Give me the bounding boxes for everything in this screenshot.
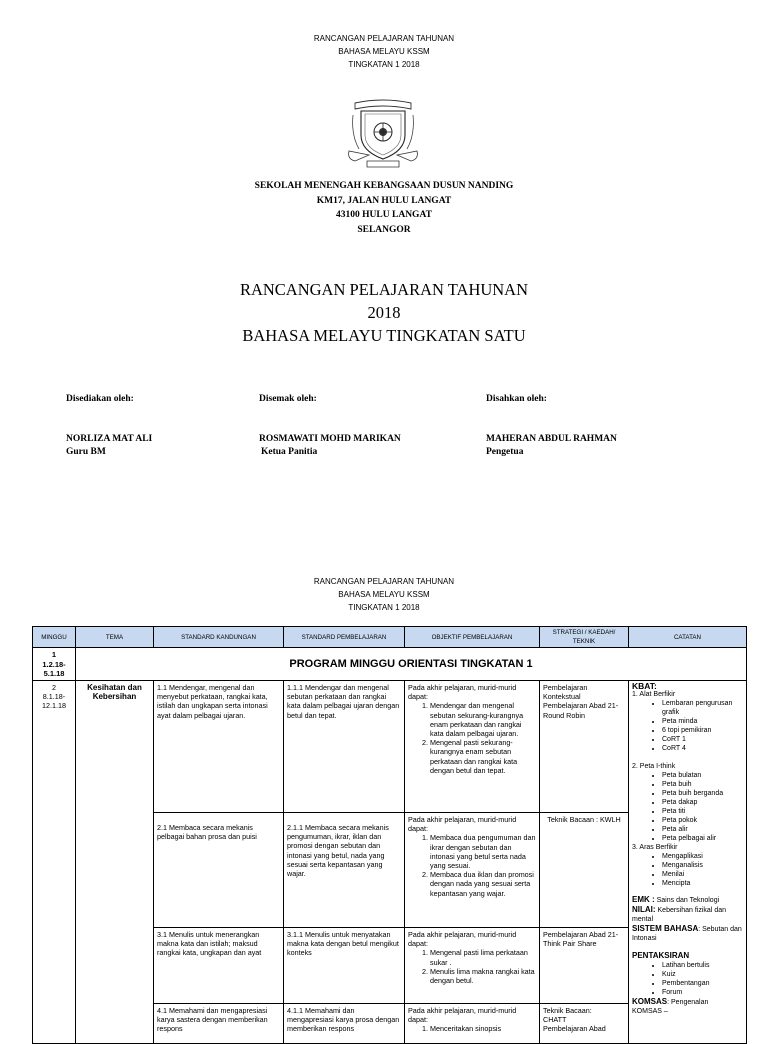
catatan-cell [629,681,747,1044]
week-number: 2 [52,683,56,693]
column-header-tema: TEMA [76,627,154,648]
komsas-label: KOMSAS [632,997,668,1007]
objektif-cell [405,928,540,1004]
peta-item: • Peta buih [662,780,743,789]
kbat-label: KBAT: [632,681,657,692]
table-row-week1 [33,648,747,681]
standard-kandungan-cell: 1.1 Mendengar, mengenal dan menyebut perkataan, rangkai kata, istilah dan ungkapan serta intonasi ayat dalam pelbagai ujaran. [154,681,284,813]
pent-item: • Pembentangan [662,979,743,988]
aras-label: 3. Aras Berfikir [632,844,678,852]
emk-label: EMK : [632,895,655,905]
signatory-name: ROSMAWATI MOHD MARIKAN [259,434,401,444]
peta-item: • Peta buih berganda [662,789,743,798]
peta-item: • Peta titi [662,807,743,816]
peta-item: • Peta alir [662,825,743,834]
objektif-list [408,701,536,775]
table-header-block [0,575,768,614]
week-number: 1 [51,650,57,660]
nilai-text: Kebersihan fizikal dan mental [632,907,726,924]
week-dates: 8.1.18- 12.1.18 [42,692,66,711]
alat-item: • Peta minda [662,717,743,726]
komsas-text: : Pengenalan [667,999,709,1007]
alat-label: 1. Alat Berfikir [632,691,676,699]
alat-item: • CoRT 4 [662,744,743,753]
signatory-approved [486,393,617,459]
header2-line1: RANCANGAN PELAJARAN TAHUNAN [313,577,455,586]
signatory-title: Ketua Panitia [261,447,318,457]
column-header-catatan: CATATAN [629,627,747,648]
column-header-objektif: OBJEKTIF PEMBELAJARAN [405,627,540,648]
objektif-cell [405,681,540,813]
lesson-plan-table [32,626,747,1044]
signatory-title: Guru BM [66,447,106,457]
aras-item: • Mengaplikasi [662,852,743,861]
school-street: KM17, JALAN HULU LANGAT [316,195,452,206]
standard-kandungan-cell: 2.1 Membaca secara mekanis pelbagai bahan prosa dan puisi [154,813,284,928]
column-header-minggu: MINGGU [33,627,76,648]
table-row [33,681,747,813]
standard-pembelajaran-cell: 4.1.1 Memahami dan mengapresiasi karya prosa dengan memberikan respons [284,1004,405,1044]
objektif-item: 2. Menulis lima makna rangkai kata dengan betul. [430,967,536,985]
school-crest-logo [345,95,421,171]
week-dates: 1.2.18- 5.1.18 [42,659,66,678]
objektif-intro: Pada akhir pelajaran, murid-murid dapat: [408,683,517,702]
strategi-cell: Pembelajaran Kontekstual Pembelajaran Abad 21- Round Robin [540,681,629,813]
peta-item: • Peta dakap [662,798,743,807]
objektif-item: 1. Mendengar dan mengenal sebutan sekurang-kurangnya enam perkataan dan rangkai kata dalam pelbagai ujaran. [430,701,536,738]
pentaksiran-list [632,961,743,997]
table-header-row [33,627,747,648]
objektif-list [408,833,536,897]
peta-item: • Peta pelbagai alir [662,834,743,843]
signatory-checked [259,393,401,459]
standard-pembelajaran-cell: 2.1.1 Membaca secara mekanis pengumuman, ikrar, iklan dan promosi dengan sebutan dan intonasi yang betul, nada yang sesuai serta kepantasan yang wajar. [284,813,405,928]
strategi-cell: Teknik Bacaan: CHATT Pembelajaran Abad [540,1004,629,1044]
komsas-line [632,997,743,1007]
signatory-role: Disahkan oleh: [486,394,547,404]
sb-text: : Sebutan dan Intonasi [632,926,742,943]
school-state: SELANGOR [357,224,411,235]
pent-item: • Forum [662,988,743,997]
objektif-intro: Pada akhir pelajaran, murid-murid dapat: [408,1006,517,1025]
objektif-list [408,948,536,985]
komsas-line2: KOMSAS – [632,1008,668,1016]
header-line1: RANCANGAN PELAJARAN TAHUNAN [313,34,455,43]
header-line2: BAHASA MELAYU KSSM [338,47,430,56]
objektif-item: 2. Mengenal pasti sekurang-kurangnya enam sebutan perkataan dan rangkai kata dengan betul dan tepat. [430,738,536,775]
pentaksiran-label [632,951,743,961]
aras-item: • Menilai [662,870,743,879]
standard-kandungan-cell: 4.1 Memahami dan mengapresiasi karya sastera dengan memberikan respons [154,1004,284,1044]
strategi-cell: Teknik Bacaan : KWLH [540,813,629,928]
objektif-item: 2. Membaca dua iklan dan promosi dengan nada yang sesuai serta kepantasan yang wajar. [430,870,536,898]
column-header-standard-pembelajaran: STANDARD PEMBELAJARAN [284,627,405,648]
standard-pembelajaran-cell: 3.1.1 Menulis untuk menyatakan makna kata dengan betul mengikut konteks [284,928,405,1004]
alat-item: • CoRT 1 [662,735,743,744]
signatory-prepared [66,393,152,459]
pent-item: • Latihan bertulis [662,961,743,970]
main-title [0,279,768,346]
header2-line2: BAHASA MELAYU KSSM [338,590,430,599]
column-header-standard-kandungan: STANDARD KANDUNGAN [154,627,284,648]
aras-item: • Menganalisis [662,861,743,870]
header2-line3: TINGKATAN 1 2018 [348,603,420,612]
peta-label: 2. Peta I-think [632,763,676,771]
alat-list [632,699,743,753]
objektif-cell [405,813,540,928]
standard-pembelajaran-cell: 1.1.1 Mendengar dan mengenal sebutan perkataan dan rangkai kata dalam pelbagai ujaran dengan betul dan tepat. [284,681,405,813]
nilai-line [632,905,743,924]
week-cell [33,681,76,1044]
objektif-intro: Pada akhir pelajaran, murid-murid dapat: [408,930,517,949]
week-cell [33,648,76,681]
peta-list [632,771,743,843]
document-header [0,32,768,71]
signatory-title: Pengetua [486,447,524,457]
objektif-item: 1. Membaca dua pengumuman dan ikrar dengan sebutan dan intonasi yang betul serta nada yang sesuai. [430,833,536,870]
emk-text: Sains dan Teknologi [654,897,720,905]
school-postcode: 43100 HULU LANGAT [336,210,432,220]
aras-item: • Mencipta [662,879,743,888]
objektif-intro: Pada akhir pelajaran, murid-murid dapat: [408,815,517,834]
column-header-strategi: STRATEGI / KAEDAH/ TEKNIK [540,627,629,648]
objektif-list [408,1024,536,1033]
orientation-program: PROGRAM MINGGU ORIENTASI TINGKATAN 1 [76,648,747,681]
main-title-line1: RANCANGAN PELAJARAN TAHUNAN [239,280,529,299]
tema-cell: Kesihatan dan Kebersihan [76,681,154,1044]
main-title-line2: 2018 [367,303,401,322]
signatory-role: Disemak oleh: [259,394,317,404]
main-title-line3: BAHASA MELAYU TINGKATAN SATU [242,326,526,345]
aras-list [632,852,743,888]
signatory-name: NORLIZA MAT ALI [66,434,153,444]
objektif-item: 1. Menceritakan sinopsis [430,1024,536,1033]
school-address [0,179,768,237]
peta-item: • Peta bulatan [662,771,743,780]
school-name: SEKOLAH MENENGAH KEBANGSAAN DUSUN NANDING [254,181,514,191]
nilai-label: NILAI: [632,905,656,915]
strategi-cell: Pembelajaran Abad 21- Think Pair Share [540,928,629,1004]
alat-item: • 6 topi pemikiran [662,726,743,735]
alat-item: • Lembaran pengurusan grafik [662,699,743,717]
emk-line [632,895,743,905]
header-line3: TINGKATAN 1 2018 [348,60,420,69]
peta-item: • Peta pokok [662,816,743,825]
pent-item: • Kuiz [662,970,743,979]
sb-label: SISTEM BAHASA [632,924,699,934]
signatory-role: Disediakan oleh: [66,394,134,404]
objektif-item: 1. Mengenal pasti lima perkataan sukar . [430,948,536,966]
sistem-bahasa-line [632,924,743,943]
standard-kandungan-cell: 3.1 Menulis untuk menerangkan makna kata dan istilah; maksud rangkai kata, ungkapan dan ayat [154,928,284,1004]
signatory-name: MAHERAN ABDUL RAHMAN [486,434,617,444]
pent-label: PENTAKSIRAN [632,951,690,961]
